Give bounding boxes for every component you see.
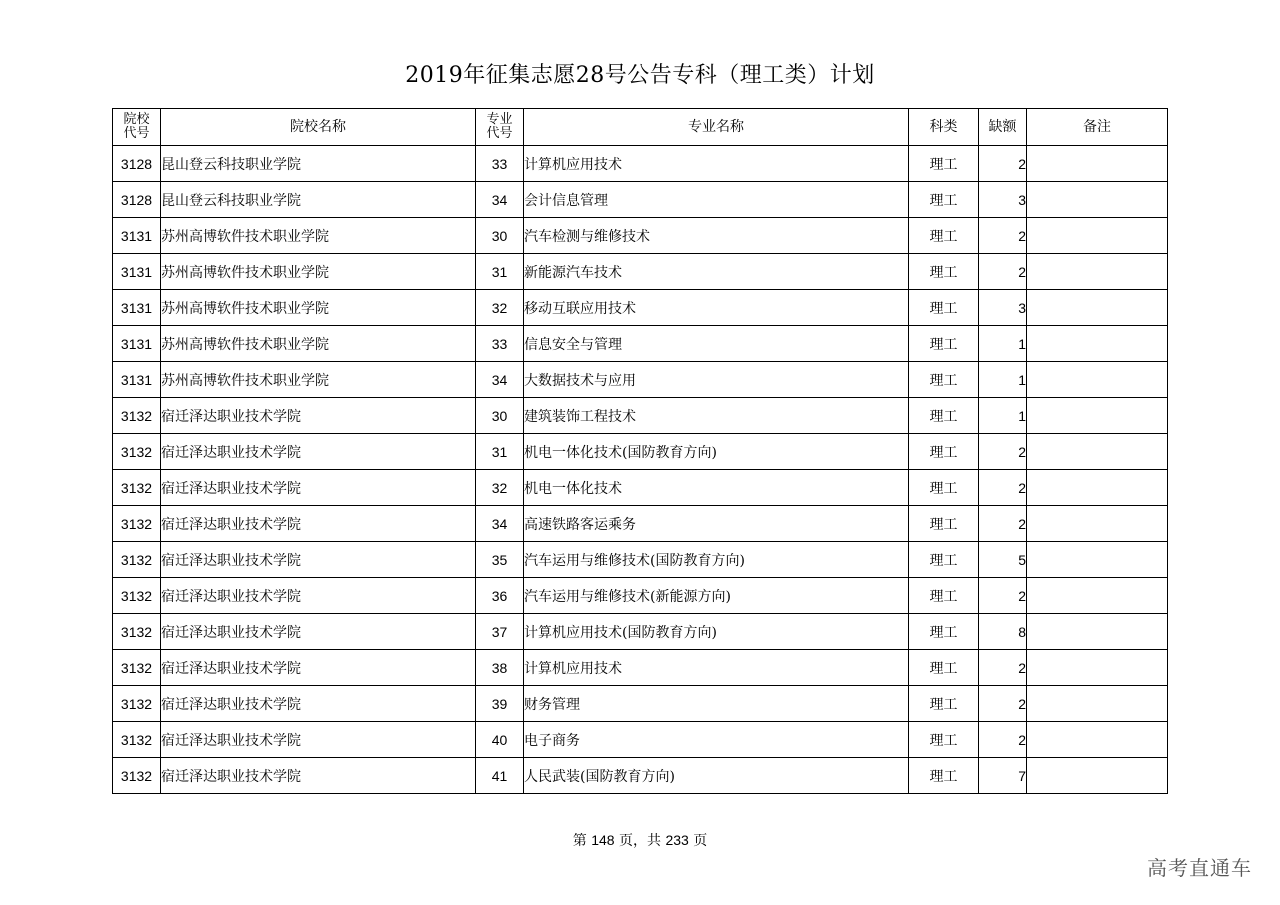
header-quota: 缺额 xyxy=(979,109,1027,146)
table-row xyxy=(113,290,1168,326)
category-cell: 理工 xyxy=(909,434,979,470)
school-name-cell: 宿迁泽达职业技术学院 xyxy=(161,470,476,506)
school-name-cell: 宿迁泽达职业技术学院 xyxy=(161,398,476,434)
header-remarks: 备注 xyxy=(1027,109,1168,146)
major-code-cell: 36 xyxy=(476,578,524,614)
quota-cell: 3 xyxy=(979,182,1027,218)
header-school-name: 院校名称 xyxy=(161,109,476,146)
table-row xyxy=(113,326,1168,362)
table-row xyxy=(113,686,1168,722)
major-code-cell: 33 xyxy=(476,326,524,362)
watermark: 高考直通车 xyxy=(1147,856,1252,880)
major-code-cell: 40 xyxy=(476,722,524,758)
remark-cell xyxy=(1027,614,1168,650)
quota-cell: 1 xyxy=(979,362,1027,398)
remark-cell xyxy=(1027,542,1168,578)
table-row xyxy=(113,722,1168,758)
footer-mid: 页，共 xyxy=(619,833,661,849)
remark-cell xyxy=(1027,686,1168,722)
quota-cell: 2 xyxy=(979,578,1027,614)
major-name-cell: 高速铁路客运乘务 xyxy=(524,506,909,542)
table-row xyxy=(113,758,1168,794)
category-cell: 理工 xyxy=(909,758,979,794)
major-code-cell: 31 xyxy=(476,254,524,290)
school-name-cell: 昆山登云科技职业学院 xyxy=(161,146,476,182)
major-code-cell: 31 xyxy=(476,434,524,470)
quota-cell: 2 xyxy=(979,686,1027,722)
category-cell: 理工 xyxy=(909,578,979,614)
major-code-cell: 41 xyxy=(476,758,524,794)
school-name-cell: 宿迁泽达职业技术学院 xyxy=(161,686,476,722)
major-code-cell: 34 xyxy=(476,362,524,398)
quota-cell: 2 xyxy=(979,218,1027,254)
major-code-cell: 34 xyxy=(476,506,524,542)
school-name-cell: 宿迁泽达职业技术学院 xyxy=(161,614,476,650)
remark-cell xyxy=(1027,722,1168,758)
quota-cell: 2 xyxy=(979,506,1027,542)
major-code-cell: 39 xyxy=(476,686,524,722)
quota-cell: 2 xyxy=(979,650,1027,686)
category-cell: 理工 xyxy=(909,614,979,650)
major-name-cell: 计算机应用技术 xyxy=(524,650,909,686)
major-code-cell: 35 xyxy=(476,542,524,578)
quota-cell: 1 xyxy=(979,326,1027,362)
school-code-cell: 3132 xyxy=(113,506,161,542)
major-code-cell: 30 xyxy=(476,218,524,254)
table-row xyxy=(113,542,1168,578)
school-name-cell: 宿迁泽达职业技术学院 xyxy=(161,758,476,794)
table-row xyxy=(113,362,1168,398)
category-cell: 理工 xyxy=(909,686,979,722)
remark-cell xyxy=(1027,470,1168,506)
major-name-cell: 汽车运用与维修技术(国防教育方向) xyxy=(524,542,909,578)
table-row xyxy=(113,650,1168,686)
quota-cell: 5 xyxy=(979,542,1027,578)
school-name-cell: 苏州高博软件技术职业学院 xyxy=(161,218,476,254)
school-name-cell: 宿迁泽达职业技术学院 xyxy=(161,542,476,578)
school-name-cell: 宿迁泽达职业技术学院 xyxy=(161,578,476,614)
school-code-cell: 3131 xyxy=(113,218,161,254)
major-code-cell: 38 xyxy=(476,650,524,686)
quota-cell: 2 xyxy=(979,254,1027,290)
table-row xyxy=(113,578,1168,614)
table-body xyxy=(113,146,1168,794)
category-cell: 理工 xyxy=(909,218,979,254)
table-row xyxy=(113,398,1168,434)
category-cell: 理工 xyxy=(909,362,979,398)
table-row xyxy=(113,182,1168,218)
major-code-cell: 33 xyxy=(476,146,524,182)
major-name-cell: 大数据技术与应用 xyxy=(524,362,909,398)
school-code-cell: 3132 xyxy=(113,614,161,650)
school-code-cell: 3132 xyxy=(113,686,161,722)
remark-cell xyxy=(1027,758,1168,794)
school-code-cell: 3132 xyxy=(113,434,161,470)
major-code-cell: 32 xyxy=(476,290,524,326)
quota-cell: 2 xyxy=(979,722,1027,758)
school-name-cell: 苏州高博软件技术职业学院 xyxy=(161,362,476,398)
category-cell: 理工 xyxy=(909,326,979,362)
major-name-cell: 人民武装(国防教育方向) xyxy=(524,758,909,794)
category-cell: 理工 xyxy=(909,506,979,542)
major-name-cell: 电子商务 xyxy=(524,722,909,758)
category-cell: 理工 xyxy=(909,470,979,506)
major-code-cell: 32 xyxy=(476,470,524,506)
footer-suffix: 页 xyxy=(693,833,708,849)
remark-cell xyxy=(1027,434,1168,470)
school-name-cell: 宿迁泽达职业技术学院 xyxy=(161,434,476,470)
category-cell: 理工 xyxy=(909,146,979,182)
remark-cell xyxy=(1027,218,1168,254)
category-cell: 理工 xyxy=(909,650,979,686)
quota-cell: 8 xyxy=(979,614,1027,650)
remark-cell xyxy=(1027,362,1168,398)
header-category: 科类 xyxy=(909,109,979,146)
admission-plan-table xyxy=(112,108,1168,794)
remark-cell xyxy=(1027,578,1168,614)
header-major-name: 专业名称 xyxy=(524,109,909,146)
school-name-cell: 苏州高博软件技术职业学院 xyxy=(161,290,476,326)
table-row xyxy=(113,470,1168,506)
major-name-cell: 机电一体化技术(国防教育方向) xyxy=(524,434,909,470)
school-code-cell: 3132 xyxy=(113,542,161,578)
table-row xyxy=(113,218,1168,254)
footer-page-number: 148 xyxy=(591,832,615,848)
major-name-cell: 会计信息管理 xyxy=(524,182,909,218)
school-name-cell: 苏州高博软件技术职业学院 xyxy=(161,254,476,290)
major-code-cell: 34 xyxy=(476,182,524,218)
header-school-code-line2: 代号 xyxy=(123,126,150,141)
quota-cell: 7 xyxy=(979,758,1027,794)
major-name-cell: 汽车运用与维修技术(新能源方向) xyxy=(524,578,909,614)
school-code-cell: 3132 xyxy=(113,470,161,506)
school-name-cell: 昆山登云科技职业学院 xyxy=(161,182,476,218)
school-code-cell: 3132 xyxy=(113,650,161,686)
quota-cell: 2 xyxy=(979,470,1027,506)
remark-cell xyxy=(1027,290,1168,326)
major-name-cell: 新能源汽车技术 xyxy=(524,254,909,290)
category-cell: 理工 xyxy=(909,254,979,290)
footer-total-pages: 233 xyxy=(665,832,689,848)
major-name-cell: 建筑装饰工程技术 xyxy=(524,398,909,434)
major-name-cell: 移动互联应用技术 xyxy=(524,290,909,326)
quota-cell: 1 xyxy=(979,398,1027,434)
school-code-cell: 3128 xyxy=(113,146,161,182)
major-name-cell: 汽车检测与维修技术 xyxy=(524,218,909,254)
header-school-code-line1: 院校 xyxy=(123,112,150,127)
category-cell: 理工 xyxy=(909,542,979,578)
remark-cell xyxy=(1027,326,1168,362)
page-title: 2019年征集志愿28号公告专科（理工类）计划 xyxy=(405,63,875,88)
category-cell: 理工 xyxy=(909,290,979,326)
remark-cell xyxy=(1027,506,1168,542)
major-name-cell: 财务管理 xyxy=(524,686,909,722)
remark-cell xyxy=(1027,146,1168,182)
header-school-code xyxy=(113,109,161,146)
school-code-cell: 3132 xyxy=(113,758,161,794)
school-name-cell: 宿迁泽达职业技术学院 xyxy=(161,722,476,758)
school-name-cell: 宿迁泽达职业技术学院 xyxy=(161,506,476,542)
school-code-cell: 3131 xyxy=(113,362,161,398)
page-footer xyxy=(0,830,1280,850)
table-row xyxy=(113,254,1168,290)
school-code-cell: 3132 xyxy=(113,722,161,758)
remark-cell xyxy=(1027,398,1168,434)
major-code-cell: 37 xyxy=(476,614,524,650)
table-row xyxy=(113,506,1168,542)
quota-cell: 3 xyxy=(979,290,1027,326)
remark-cell xyxy=(1027,182,1168,218)
major-name-cell: 计算机应用技术 xyxy=(524,146,909,182)
school-code-cell: 3132 xyxy=(113,398,161,434)
major-name-cell: 信息安全与管理 xyxy=(524,326,909,362)
major-name-cell: 计算机应用技术(国防教育方向) xyxy=(524,614,909,650)
school-code-cell: 3131 xyxy=(113,326,161,362)
school-code-cell: 3131 xyxy=(113,254,161,290)
category-cell: 理工 xyxy=(909,398,979,434)
school-code-cell: 3132 xyxy=(113,578,161,614)
remark-cell xyxy=(1027,254,1168,290)
header-major-code-line1: 专业 xyxy=(486,112,513,127)
footer-prefix: 第 xyxy=(572,833,587,849)
category-cell: 理工 xyxy=(909,722,979,758)
quota-cell: 2 xyxy=(979,146,1027,182)
school-code-cell: 3131 xyxy=(113,290,161,326)
school-name-cell: 苏州高博软件技术职业学院 xyxy=(161,326,476,362)
school-code-cell: 3128 xyxy=(113,182,161,218)
table-row xyxy=(113,614,1168,650)
major-code-cell: 30 xyxy=(476,398,524,434)
header-major-code xyxy=(476,109,524,146)
header-major-code-line2: 代号 xyxy=(486,126,513,141)
school-name-cell: 宿迁泽达职业技术学院 xyxy=(161,650,476,686)
major-name-cell: 机电一体化技术 xyxy=(524,470,909,506)
table-header-row xyxy=(113,109,1168,146)
table-row xyxy=(113,146,1168,182)
remark-cell xyxy=(1027,650,1168,686)
quota-cell: 2 xyxy=(979,434,1027,470)
category-cell: 理工 xyxy=(909,182,979,218)
table-row xyxy=(113,434,1168,470)
